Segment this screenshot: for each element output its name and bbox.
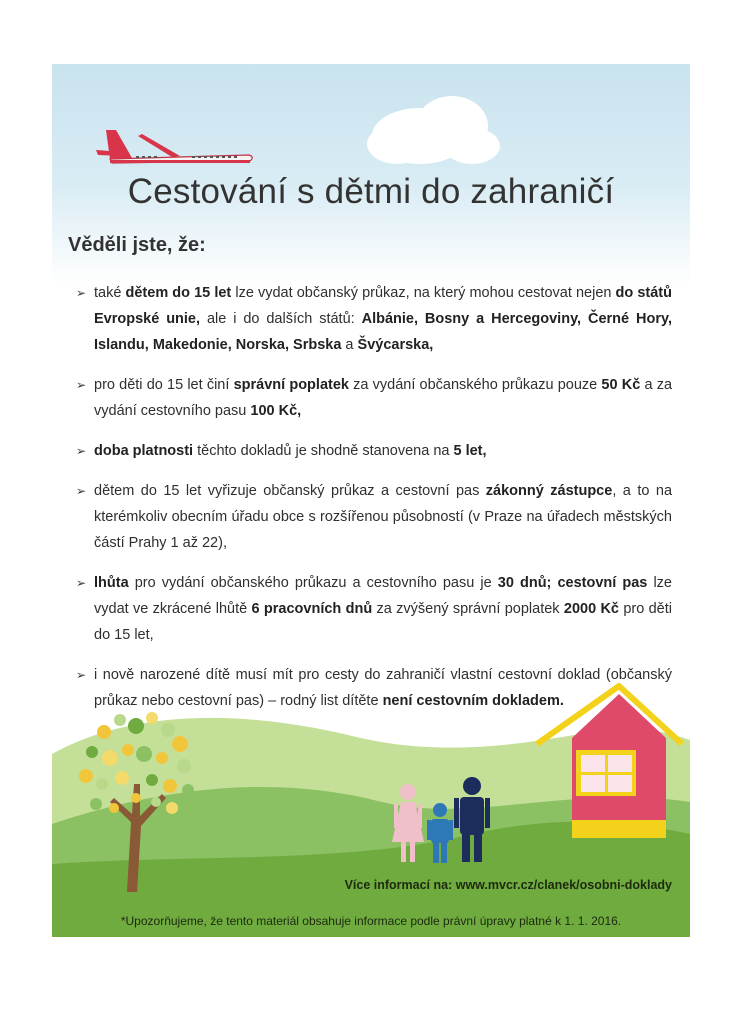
emphasis-text: Albánie, Bosny a Hercegoviny, Černé Hory, Islandu, Makedonie, Norska, Srbska bbox=[94, 311, 672, 353]
legal-note: *Upozorňujeme, že tento materiál obsahuje informace podle právní úpravy platné k 1. 1. 2016. bbox=[120, 914, 622, 928]
body-text: za vydání občanského průkazu pouze bbox=[348, 377, 602, 393]
arrow-bullet-icon: ➢ bbox=[76, 286, 87, 300]
arrow-bullet-icon: ➢ bbox=[76, 484, 87, 498]
body-text: a bbox=[341, 337, 358, 353]
emphasis-text: 2000 Kč bbox=[563, 601, 619, 617]
body-text: pro vydání občanského průkazu a cestovního pasu je bbox=[128, 575, 498, 591]
emphasis-text: doba platnosti bbox=[94, 443, 194, 459]
arrow-bullet-icon: ➢ bbox=[76, 668, 87, 682]
body-text: pro děti do 15 let činí bbox=[94, 377, 234, 393]
poster bbox=[52, 64, 690, 937]
list-item bbox=[76, 438, 672, 464]
emphasis-text: dětem do 15 let bbox=[125, 285, 232, 301]
list-item bbox=[76, 280, 672, 358]
body-text: lze vydat ve zkrácené lhůtě bbox=[94, 575, 672, 617]
body-text: za zvýšený správní poplatek bbox=[372, 601, 564, 617]
emphasis-text: Švýcarska, bbox=[357, 337, 434, 353]
emphasis-text: není cestovním dokladem. bbox=[382, 693, 564, 709]
list-item bbox=[76, 478, 672, 556]
list-item bbox=[76, 372, 672, 424]
body-text: dětem do 15 let vyřizuje občanský průkaz a cestovní pas bbox=[94, 483, 486, 499]
body-text: pro děti do 15 let, bbox=[94, 601, 672, 643]
list-item bbox=[76, 662, 672, 714]
emphasis-text: 6 pracovních dnů bbox=[251, 601, 373, 617]
body-text: také bbox=[94, 285, 126, 301]
emphasis-text: 5 let, bbox=[453, 443, 487, 459]
section-subtitle: Věděli jste, že: bbox=[68, 234, 206, 256]
emphasis-text: 100 Kč, bbox=[250, 403, 302, 419]
emphasis-text: 30 dnů; cestovní pas bbox=[497, 575, 648, 591]
emphasis-text: lhůta bbox=[94, 575, 129, 591]
more-info-link[interactable]: Více informací na: www.mvcr.cz/clanek/osobni-doklady bbox=[344, 878, 672, 892]
body-text: i nově narozené dítě musí mít pro cesty do zahraničí vlastní cestovní doklad (občanský průkaz nebo cestovní pas) – rodný list dítěte bbox=[94, 667, 672, 709]
arrow-bullet-icon: ➢ bbox=[76, 444, 87, 458]
arrow-bullet-icon: ➢ bbox=[76, 378, 87, 392]
list-item bbox=[76, 570, 672, 648]
cloud-icon bbox=[367, 96, 500, 164]
emphasis-text: 50 Kč bbox=[601, 377, 641, 393]
emphasis-text: do států Evropské unie, bbox=[94, 285, 672, 327]
body-text: ale i do dalších států: bbox=[200, 311, 362, 327]
body-text: , a to na kterémkoliv obecním úřadu obce s rozšířenou působností (v Praze na úřadech městských částí Prahy 1 až 22), bbox=[94, 483, 673, 551]
body-text: lze vydat občanský průkaz, na který mohou cestovat nejen bbox=[231, 285, 616, 301]
info-list bbox=[76, 280, 672, 728]
airplane-icon bbox=[96, 130, 252, 163]
emphasis-text: zákonný zástupce bbox=[485, 483, 613, 499]
body-text: a za vydání cestovního pasu bbox=[94, 377, 673, 419]
emphasis-text: správní poplatek bbox=[233, 377, 349, 393]
arrow-bullet-icon: ➢ bbox=[76, 576, 87, 590]
page-title: Cestování s dětmi do zahraničí bbox=[127, 172, 615, 211]
body-text: těchto dokladů je shodně stanovena na bbox=[193, 443, 454, 459]
